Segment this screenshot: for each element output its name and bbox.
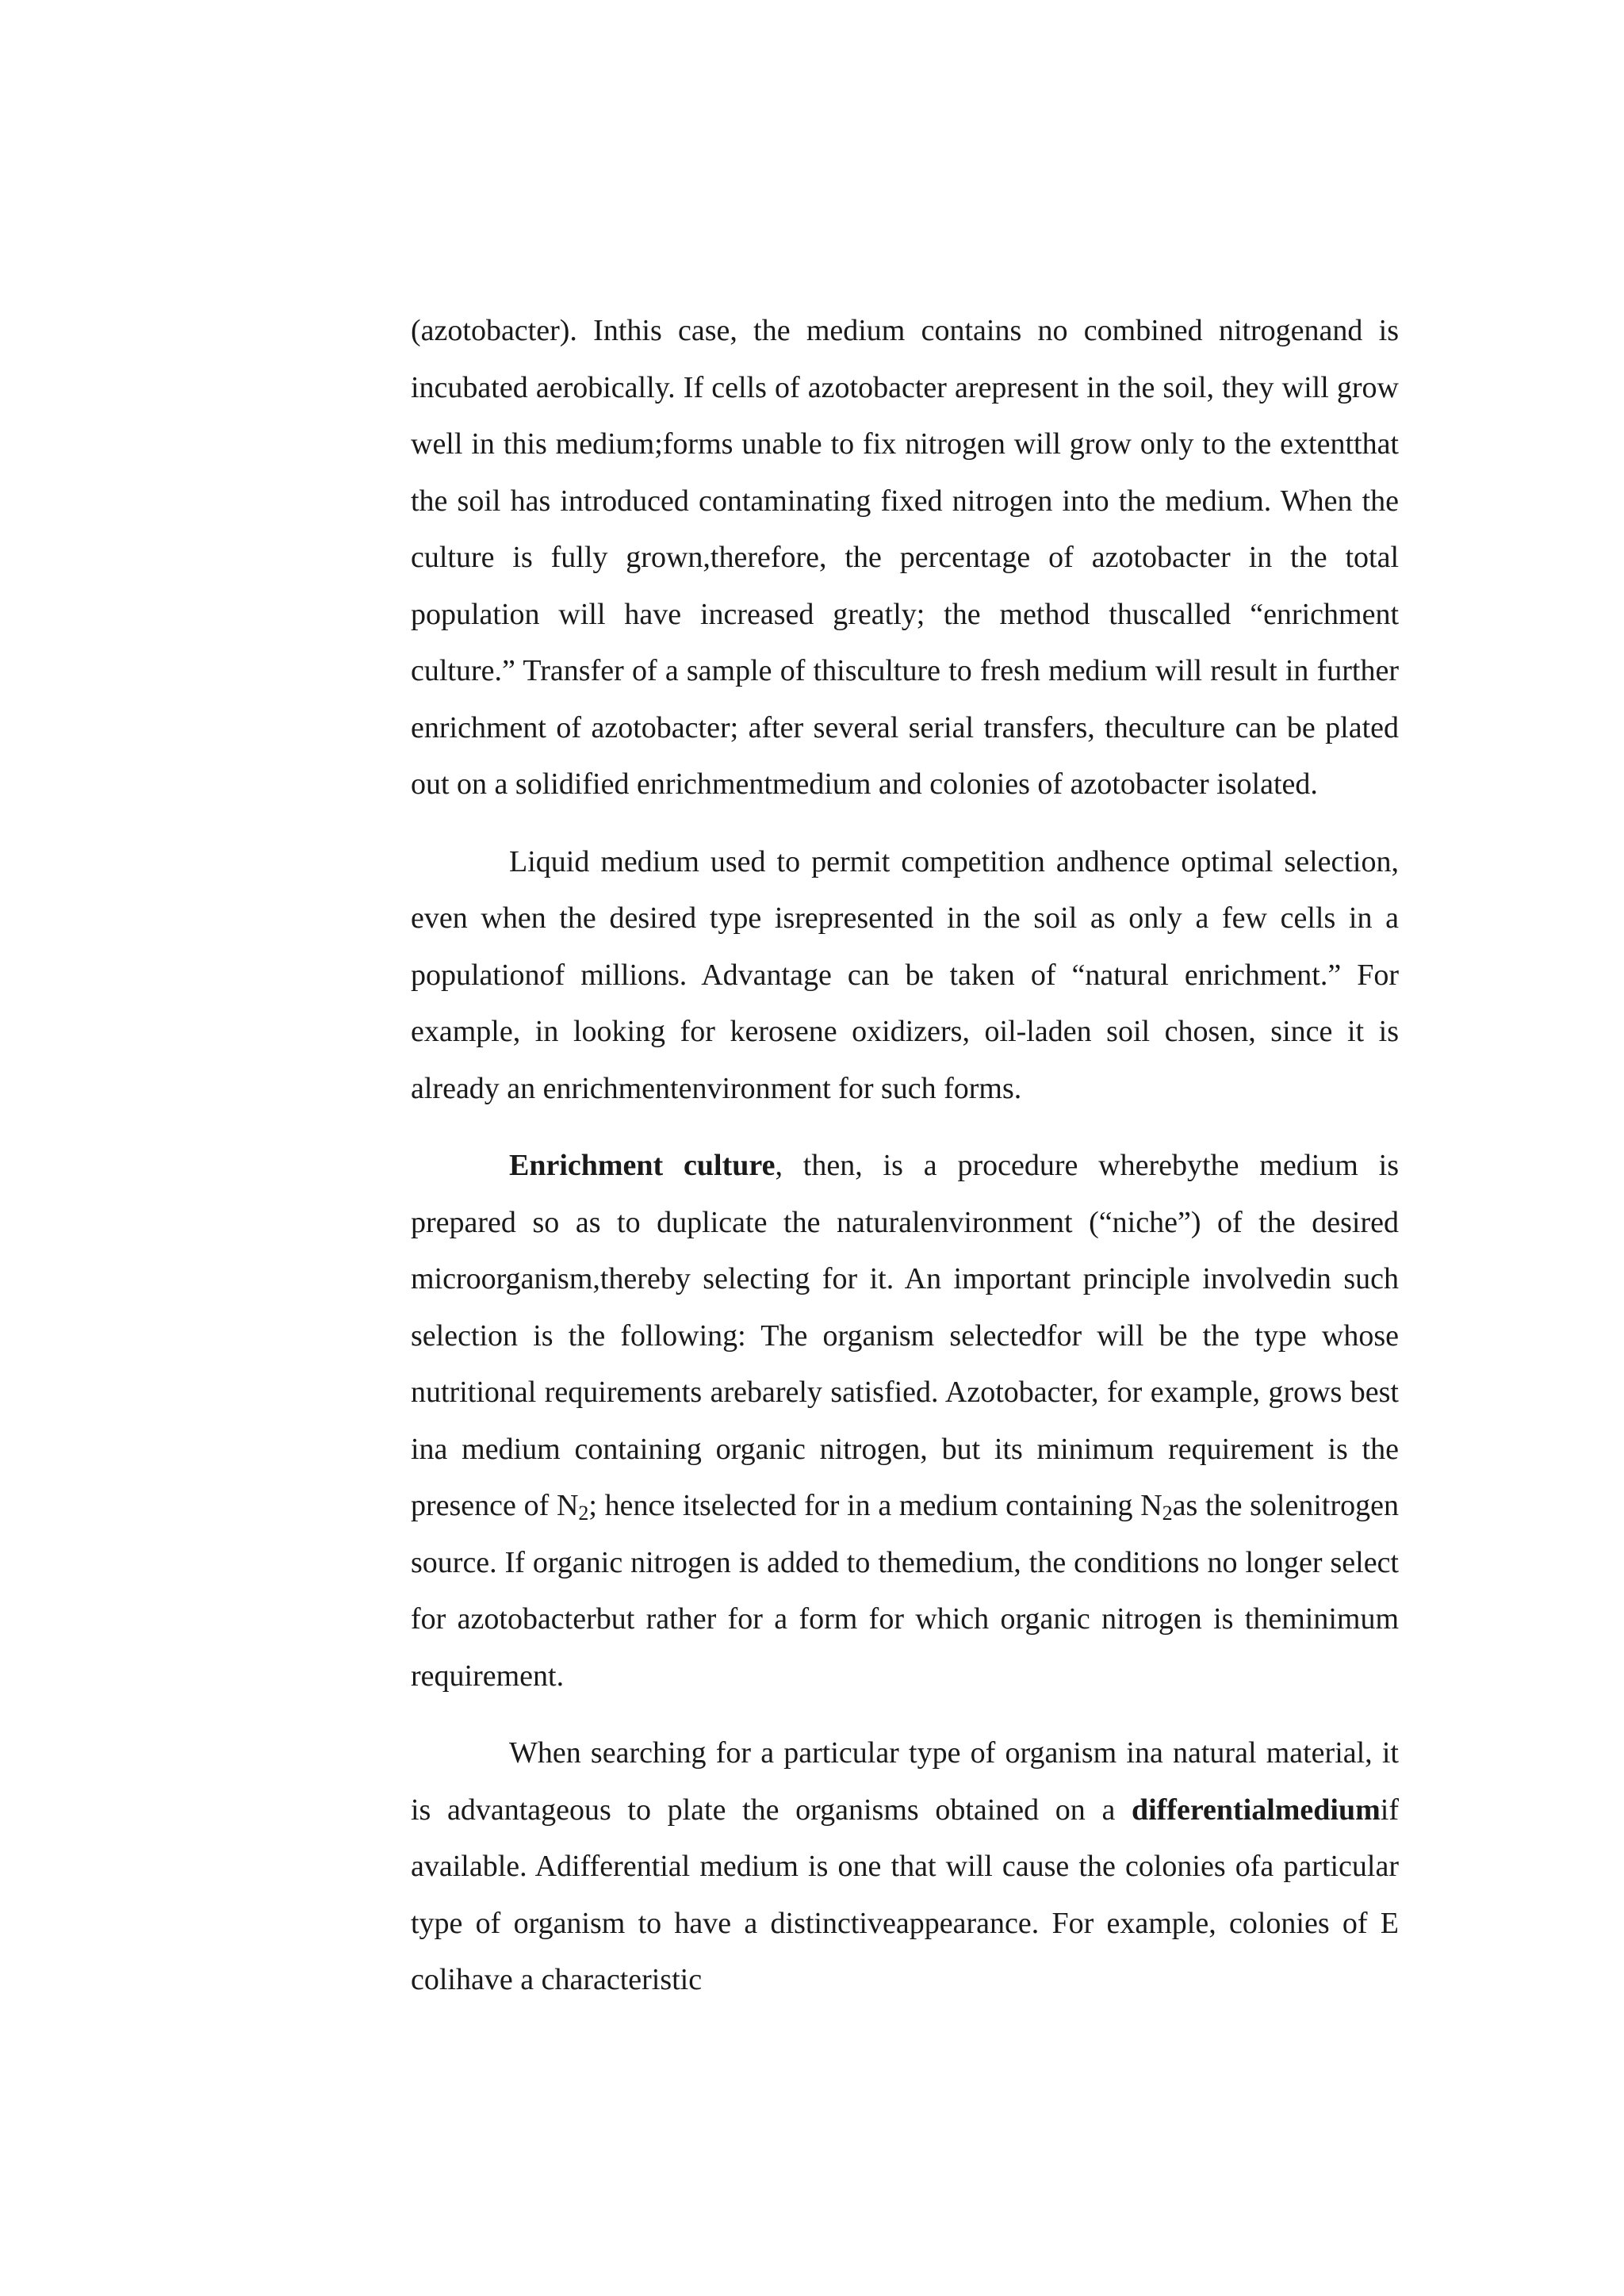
paragraph-2-text: Liquid medium used to permit competition andhence optimal selection, even when the desired type isrepresented in the soil as only a few cells in a populationof millions. Advantage can be taken of “natural enrichment.” For example, in looking for kerosene oxidizers, oil-laden soil chosen, since it is already an enrichmentenvironment for such forms. xyxy=(411,844,1399,1105)
enrichment-culture-term: Enrichment culture xyxy=(509,1149,776,1182)
differential-medium-term: differentialmedium xyxy=(1131,1793,1381,1827)
paragraph-3 xyxy=(411,1138,1399,1705)
paragraph-2 xyxy=(411,834,1399,1118)
paragraph-3-text-a: , then, is a procedure wherebythe medium is prepared so as to duplicate the naturalenvironment (“niche”) of the desired microorganism,thereby selecting for it. An important principle involvedin such selection is the following: The organism selectedfor will be the type whose nutritional requirements arebarely satisfied. Azotobacter, for example, grows best ina medium containing organic nitrogen, but its minimum requirement is the presence of N xyxy=(411,1149,1399,1522)
paragraph-1-text: (azotobacter). Inthis case, the medium contains no combined nitrogenand is incubated aerobically. If cells of azotobacter arepresent in the soil, they will grow well in this medium;forms unable to fix nitrogen will grow only to the extentthat the soil has introduced contaminating fixed nitrogen into the medium. When the culture is fully grown,therefore, the percentage of azotobacter in the total population will have increased greatly; the method thuscalled “enrichment culture.” Transfer of a sample of thisculture to fresh medium will result in further enrichment of azotobacter; after several serial transfers, theculture can be plated out on a solidified enrichmentmedium and colonies of azotobacter isolated. xyxy=(411,314,1399,801)
paragraph-1 xyxy=(411,303,1399,813)
n2-subscript-1: 2 xyxy=(578,1502,589,1525)
paragraph-4-text-a: When searching for a particular type of organism ina natural material, it is advantageous to plate the organisms obtained on a xyxy=(411,1736,1399,1827)
paragraph-4-text-b: if available. Adifferential medium is one that will cause the colonies ofa particular type of organism to have a distinctiveappearance. For example, colonies of E colihave a characteristic xyxy=(411,1793,1399,1996)
paragraph-3-text-b: ; hence itselected for in a medium containing N xyxy=(588,1489,1162,1522)
n2-subscript-2: 2 xyxy=(1162,1502,1173,1525)
paragraph-3-text-c: as the solenitrogen source. If organic nitrogen is added to themedium, the conditions no longer select for azotobacterbut rather for a form for which organic nitrogen is theminimum requirement. xyxy=(411,1489,1399,1693)
paragraph-4 xyxy=(411,1725,1399,2009)
body-text xyxy=(411,303,1399,2030)
